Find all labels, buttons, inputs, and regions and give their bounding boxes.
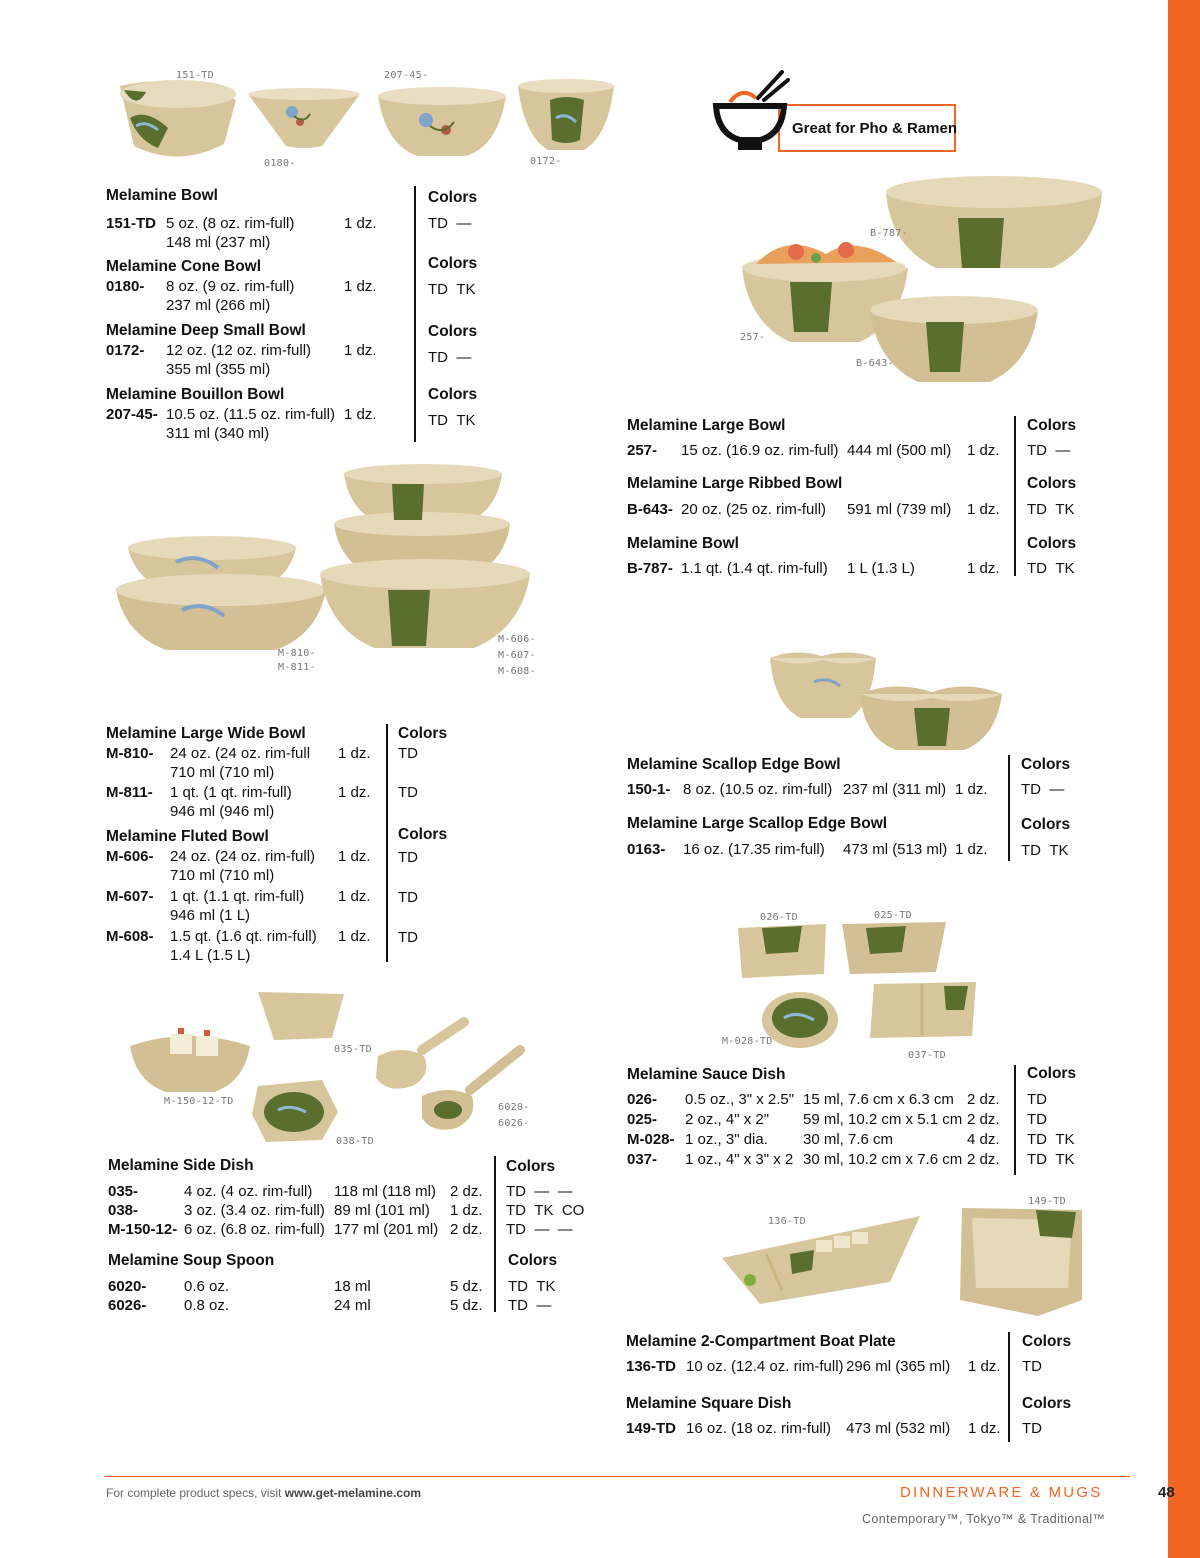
label-026-td: 026-TD xyxy=(760,912,798,923)
scallop-table: Melamine Scallop Edge Bowl 150-1- 8 oz. (10.5 oz. rim-full) 237 ml (311 ml) 1 dz. Melamine Large Scallop Edge Bowl 0163- 16 oz. (17.35 rim-full) 473 ml (513 ml) 1 dz. Colors TD — Colors TD TK xyxy=(627,756,1071,859)
item-code: M-028- xyxy=(627,1131,675,1148)
item-code: 026- xyxy=(627,1091,658,1108)
side-dish-table: Melamine Side Dish 035- 4 oz. (4 oz. rim-full) 118 ml (118 ml) 2 dz. 038- 3 oz. (3.4 oz. rim-full) 89 ml (101 ml) 1 dz. M-150-12- 6 oz. (6.8 oz. rim-full) 177 ml (201 ml) 2 dz. Melamine Soup Spoon 6020- 0.6 oz. 18 ml 5 dz. 6026- 0.8 oz. 24 ml 5 dz. Colors TD — — TD TK CO TD — — Colors TD TK TD — xyxy=(108,1157,585,1314)
callout-text: Great for Pho & Ramen xyxy=(792,120,958,137)
wide-fluted-bowls-photo xyxy=(112,462,532,662)
label-m-028-td: M-028-TD xyxy=(722,1036,773,1047)
colors-header: Colors xyxy=(506,1158,556,1175)
colors-divider xyxy=(1008,1332,1010,1442)
item-code: 0180- xyxy=(106,278,145,295)
colors-header: Colors xyxy=(1022,1333,1072,1350)
label-b-643: B-643- xyxy=(856,358,894,369)
product-title: Melamine Bowl xyxy=(106,187,218,204)
colors-header: Colors xyxy=(1022,1395,1072,1412)
label-038-td: 038-TD xyxy=(336,1136,374,1147)
item-code: 035- xyxy=(108,1183,139,1200)
item-code: B-643- xyxy=(627,501,673,518)
item-code: M-607- xyxy=(106,888,154,905)
colors-divider xyxy=(1014,1065,1016,1175)
product-title: Melamine Deep Small Bowl xyxy=(106,322,306,339)
product-title: Melamine Large Wide Bowl xyxy=(106,725,306,742)
product-title: Melamine Large Bowl xyxy=(627,417,786,434)
label-025-td: 025-TD xyxy=(874,910,912,921)
top-left-table: Melamine Bowl 151-TD 5 oz. (8 oz. rim-full) 148 ml (237 ml) 1 dz. Melamine Cone Bowl 0180- 8 oz. (9 oz. rim-full) 237 ml (266 ml) 1 dz. Melamine Deep Small Bowl 0172- 12 oz. (12 oz. rim-full) 355 ml (355 ml) 1 dz. Melamine Bouillon Bowl 207-45- 10.5 oz. (11.5 oz. rim-full) 311 ml (340 ml) 1 dz. Colors TD — Colors TD TK Colors TD — Colors TD TK xyxy=(106,187,478,442)
boat-square-table: Melamine 2-Compartment Boat Plate 136-TD 10 oz. (12.4 oz. rim-full) 296 ml (365 ml) 1 dz. Melamine Square Dish 149-TD 16 oz. (18 oz. rim-full) 473 ml (532 ml) 1 dz. Colors TD Colors TD xyxy=(626,1333,1072,1437)
label-b-787: B-787- xyxy=(870,228,908,239)
deep-small-bowl-0172-photo xyxy=(516,78,616,154)
colors-header: Colors xyxy=(428,255,478,272)
label-m-608: M-608- xyxy=(498,666,536,677)
product-title: Melamine Bouillon Bowl xyxy=(106,386,285,403)
footer-specs-prefix: For complete product specs, visit xyxy=(106,1486,285,1500)
item-code: 038- xyxy=(108,1202,139,1219)
sauce-table: Melamine Sauce Dish 026- 0.5 oz., 3" x 2.5" 15 ml, 7.6 cm x 6.3 cm 2 dz. 025- 2 oz., 4" x 2" 59 ml, 10.2 cm x 5.1 cm 2 dz. M-028- 1 oz., 3" dia. 30 ml, 7.6 cm 4 dz. 037- 1 oz., 4" x 3" x 2 30 ml, 10.2 cm x 7.6 cm 2 dz. Colors TD TD TD TK TD TK xyxy=(627,1065,1077,1168)
label-6020: 6020- xyxy=(498,1102,530,1113)
item-code: M-150-12- xyxy=(108,1221,178,1238)
colors-divider xyxy=(494,1156,496,1312)
label-m-606: M-606- xyxy=(498,634,536,645)
label-0172: 0172- xyxy=(530,156,562,167)
colors-divider xyxy=(1008,755,1010,861)
colors-header: Colors xyxy=(1027,1065,1077,1082)
item-code: M-811- xyxy=(106,784,153,801)
footer-section-title: DINNERWARE & MUGS xyxy=(900,1484,1103,1501)
item-code: 6026- xyxy=(108,1297,147,1314)
item-code: 136-TD xyxy=(626,1358,677,1375)
item-code: M-606- xyxy=(106,848,154,865)
colors-divider xyxy=(386,724,388,962)
label-149-td: 149-TD xyxy=(1028,1196,1066,1207)
colors-header: Colors xyxy=(428,189,478,206)
sauce-dishes-photo xyxy=(736,920,980,1056)
item-code: B-787- xyxy=(627,560,673,577)
footer-url-link[interactable]: www.get-melamine.com xyxy=(284,1486,421,1500)
colors-header: Colors xyxy=(1021,816,1071,833)
label-257: 257- xyxy=(740,332,766,343)
colors-header: Colors xyxy=(428,323,478,340)
label-136-td: 136-TD xyxy=(768,1216,806,1227)
item-code: 0163- xyxy=(627,841,666,858)
label-6026: 6026- xyxy=(498,1118,530,1129)
pho-ramen-callout xyxy=(712,70,960,160)
bowl-151-td-photo xyxy=(116,70,240,166)
label-m-811: M-811- xyxy=(278,662,316,673)
colors-header: Colors xyxy=(1027,475,1077,492)
scallop-bowls-photo xyxy=(764,646,1004,756)
footer-specs xyxy=(106,1486,421,1500)
product-title: Melamine Bowl xyxy=(627,535,739,552)
product-title: Melamine Fluted Bowl xyxy=(106,828,269,845)
label-m-810: M-810- xyxy=(278,648,316,659)
colors-header: Colors xyxy=(1027,417,1077,434)
mid-left-table: Melamine Large Wide Bowl M-810- 24 oz. (24 oz. rim-full 710 ml (710 ml) 1 dz. M-811- 1 qt. (1 qt. rim-full) 946 ml (946 ml) 1 dz. Melamine Fluted Bowl M-606- 24 oz. (24 oz. rim-full) 710 ml (710 ml) 1 dz. M-607- 1 qt. (1.1 qt. rim-full) 946 ml (1 L) 1 dz. M-608- 1.5 qt. (1.6 qt. rim-full) 1.4 L (1.5 L) 1 dz. Colors TD TD Colors TD TD TD xyxy=(106,725,448,964)
product-title: Melamine Scallop Edge Bowl xyxy=(627,756,841,773)
item-code: 149-TD xyxy=(626,1420,677,1437)
top-right-table: Melamine Large Bowl 257- 15 oz. (16.9 oz. rim-full) 444 ml (500 ml) 1 dz. Melamine Large Ribbed Bowl B-643- 20 oz. (25 oz. rim-full) 591 ml (739 ml) 1 dz. Melamine Bowl B-787- 1.1 qt. (1.4 qt. rim-full) 1 L (1.3 L) 1 dz. Colors TD — Colors TD TK Colors TD TK xyxy=(627,417,1077,577)
item-code: 0172- xyxy=(106,342,145,359)
label-035-td: 035-TD xyxy=(334,1044,372,1055)
colors-header: Colors xyxy=(398,826,448,843)
colors-header: Colors xyxy=(508,1252,558,1269)
item-code: M-608- xyxy=(106,928,154,945)
footer-subtitle: Contemporary™, Tokyo™ & Traditional™ xyxy=(862,1512,1106,1526)
product-title: Melamine Sauce Dish xyxy=(627,1066,786,1083)
label-151-td: 151-TD xyxy=(176,70,214,81)
product-title: Melamine Square Dish xyxy=(626,1395,792,1412)
item-code: 037- xyxy=(627,1151,658,1168)
colors-divider xyxy=(414,186,416,442)
colors-header: Colors xyxy=(1021,756,1071,773)
item-code: 207-45- xyxy=(106,406,158,423)
product-title: Melamine 2-Compartment Boat Plate xyxy=(626,1333,896,1350)
side-dish-spoon-photo xyxy=(126,986,536,1150)
cone-bowl-0180-photo xyxy=(244,86,364,150)
item-code: M-810- xyxy=(106,745,154,762)
product-title: Melamine Large Ribbed Bowl xyxy=(627,475,843,492)
item-code: 6020- xyxy=(108,1278,147,1295)
label-0180: 0180- xyxy=(264,158,296,169)
label-m-150-12-td: M-150-12-TD xyxy=(164,1096,234,1107)
colors-divider xyxy=(1014,416,1016,576)
label-207-45: 207-45- xyxy=(384,70,429,81)
product-title: Melamine Cone Bowl xyxy=(106,258,262,275)
product-title: Melamine Soup Spoon xyxy=(108,1252,275,1269)
item-code: 150-1- xyxy=(627,781,671,798)
colors-header: Colors xyxy=(1027,535,1077,552)
item-code: 151-TD xyxy=(106,215,157,232)
item-code: 257- xyxy=(627,442,658,459)
product-title: Melamine Side Dish xyxy=(108,1157,254,1174)
bouillon-bowl-207-45-photo xyxy=(374,84,510,160)
page-number: 48 xyxy=(1158,1484,1175,1501)
footer-rule xyxy=(104,1476,1130,1477)
product-title: Melamine Large Scallop Edge Bowl xyxy=(627,815,888,832)
noodle-bowl-icon xyxy=(712,70,792,160)
label-037-td: 037-TD xyxy=(908,1050,946,1061)
label-m-607: M-607- xyxy=(498,650,536,661)
large-bowl-group-photo xyxy=(736,172,1116,392)
orange-side-stripe xyxy=(1168,0,1200,1558)
colors-header: Colors xyxy=(428,386,478,403)
colors-header: Colors xyxy=(398,725,448,742)
item-code: 025- xyxy=(627,1111,658,1128)
